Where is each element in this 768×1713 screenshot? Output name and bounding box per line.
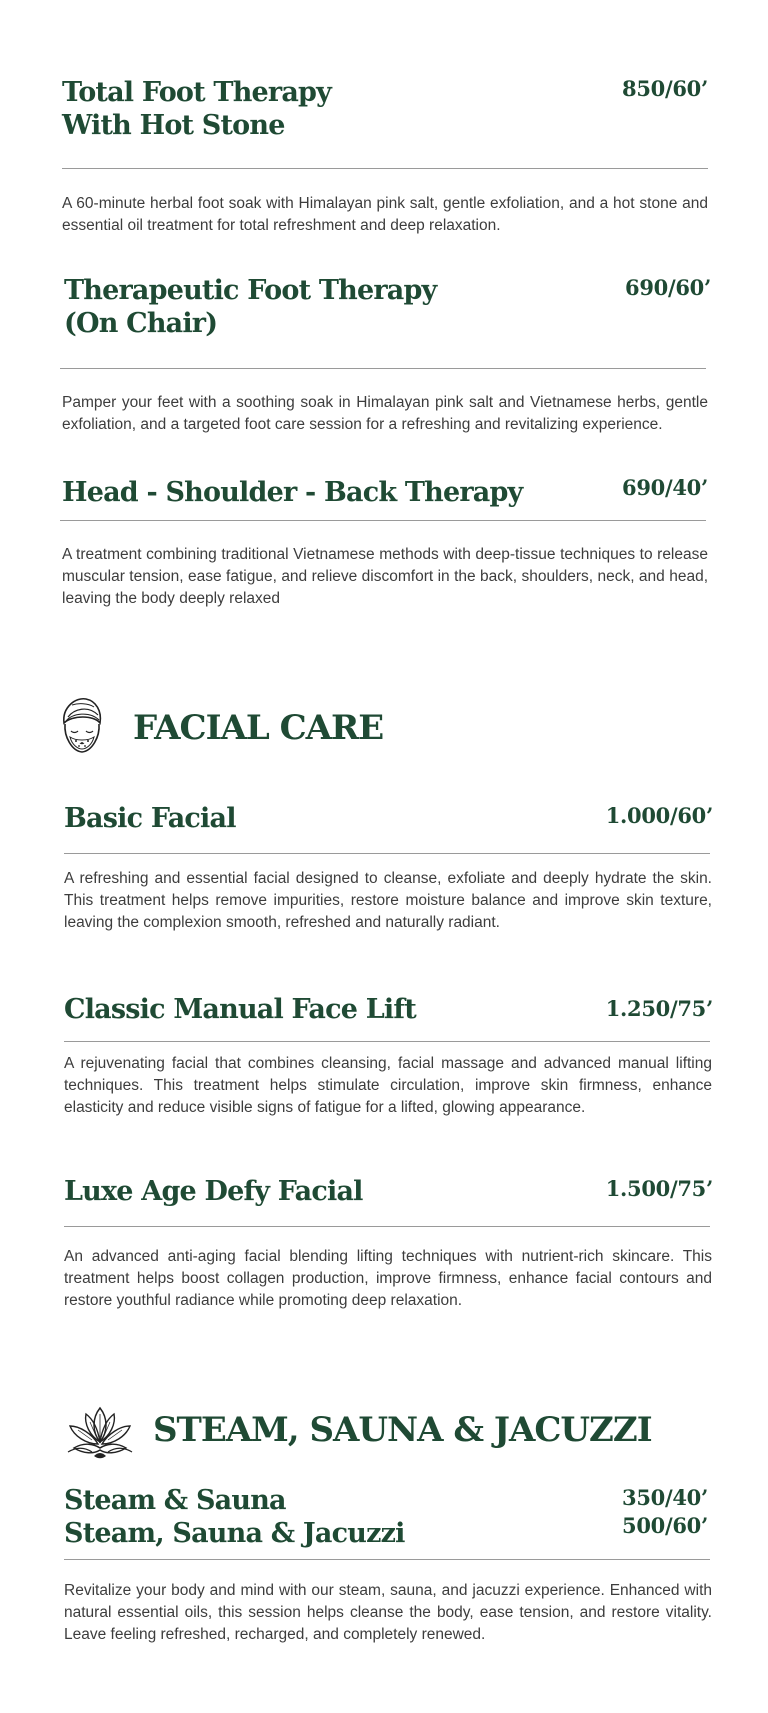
treatment-price: 1.250/75’ [605,996,713,1021]
treatment-price: 690/40’ [622,475,708,500]
treatment-description: Pamper your feet with a soothing soak in Himalayan pink salt and Vietnamese herbs, gentle exfoliation, and a targeted foot care session for a refreshing and revitalizing experience. [62,394,708,433]
treatment-description: A refreshing and essential facial designed to cleanse, exfoliate and deeply hydrate the skin. This treatment helps remove impurities, restore moisture balance and improve skin texture, leaving the complexion smooth, refreshed and naturally radiant. [64,870,712,931]
treatment-title: Basic Facial [64,803,236,834]
steam-option-price: 500/60’ [622,1513,708,1538]
lotus-icon [64,1402,136,1460]
treatment-price: 850/60’ [622,76,708,101]
steam-option-title: Steam & Sauna [64,1485,286,1516]
treatment-price: 1.000/60’ [605,803,713,828]
steam-description: Revitalize your body and mind with our steam, sauna, and jacuzzi experience. Enhanced with natural essential oils, this session helps cleanse the body, ease tension, and restore vitality. Leave feeling refreshed, recharged, and completely renewed. [64,1582,712,1643]
divider [64,1559,710,1560]
steam-option-title: Steam, Sauna & Jacuzzi [64,1518,405,1549]
turban-face-icon [58,693,106,757]
divider [64,1041,710,1042]
treatment-description: A treatment combining traditional Vietnamese methods with deep-tissue techniques to release muscular tension, ease fatigue, and relieve discomfort in the back, shoulders, neck, and head, leaving the body deeply relaxed [62,546,708,607]
treatment-description: A 60-minute herbal foot soak with Himalayan pink salt, gentle exfoliation, and a hot stone and essential oil treatment for total refreshment and deep relaxation. [62,195,708,234]
treatment-title: Therapeutic Foot Therapy (On Chair) [64,275,437,339]
treatment-title: Classic Manual Face Lift [64,994,416,1025]
steam-option-price: 350/40’ [622,1485,708,1510]
divider [60,520,706,521]
divider [64,853,710,854]
divider [60,368,706,369]
treatment-title: Total Foot Therapy With Hot Stone [62,77,331,141]
section-title-facial-care: FACIAL CARE [133,708,384,748]
divider [64,1226,710,1227]
treatment-description: A rejuvenating facial that combines cleansing, facial massage and advanced manual lifting techniques. This treatment helps stimulate circulation, improve skin firmness, enhance elasticity and reduce visible signs of fatigue for a lifted, glowing appearance. [64,1055,712,1116]
treatment-price: 690/60’ [625,275,711,300]
treatment-title: Luxe Age Defy Facial [64,1176,363,1207]
section-title-steam-sauna-jacuzzi: STEAM, SAUNA & JACUZZI [153,1410,652,1450]
divider [62,168,708,169]
treatment-price: 1.500/75’ [605,1176,713,1201]
treatment-description: An advanced anti-aging facial blending lifting techniques with nutrient-rich skincare. This treatment helps boost collagen production, improve firmness, enhance facial contours and restore youthful radiance while promoting deep relaxation. [64,1248,712,1309]
treatment-title: Head - Shoulder - Back Therapy [62,477,523,508]
